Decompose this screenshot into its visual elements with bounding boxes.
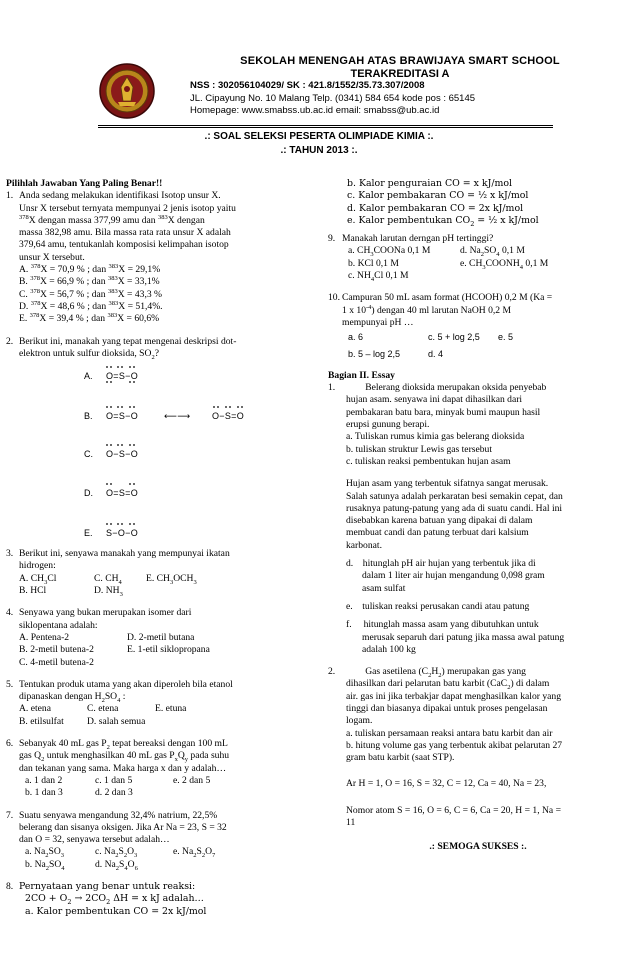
q-text: Unsr X tersebut ternyata mempunyai 2 jenis isotop yaitu xyxy=(19,202,236,214)
address-line: JL. Cipayung No. 10 Malang Telp. (0341) 584 654 kode pos : 65145 xyxy=(190,92,476,104)
q-text: rusaknya patung-patung yang ada di suatu candi. Hal ini xyxy=(346,502,563,514)
essay-question-2 xyxy=(328,666,628,829)
q-number: 10. xyxy=(328,292,340,304)
question-6 xyxy=(6,738,310,799)
option-b[interactable]: b. Kalor penguraian CO = x kJ/mol xyxy=(347,178,513,189)
option-c[interactable]: C. $CH_4$ xyxy=(94,572,122,586)
option-b[interactable]: B. etilsulfat xyxy=(19,715,64,727)
right-column xyxy=(328,178,628,854)
option-b[interactable]: b. KCl 0,1 M xyxy=(348,257,399,269)
q-text: dihasilkan dari pelarutan batu karbit (CaC$_2$) di dalam xyxy=(346,678,550,692)
q-text: massa 382,98 amu. Bila massa rata rata unsur X adalah xyxy=(19,227,231,239)
q-text: karbonat. xyxy=(346,539,382,551)
essay-question-1 xyxy=(328,382,628,656)
q-text: membuat candi dan patung terbuat dari kalsium xyxy=(346,527,529,539)
lewis-structure-d: O=S=O xyxy=(106,488,139,499)
q-number: 1. xyxy=(328,382,336,394)
lewis-structure-a: O=S−O xyxy=(106,371,139,382)
header-rule-thin xyxy=(98,127,553,128)
q-text: Anda sedang melakukan identifikasi Isotop unsur X. xyxy=(19,190,221,202)
electron-dots xyxy=(104,360,304,548)
option-d[interactable]: D. salah semua xyxy=(87,715,146,727)
question-1 xyxy=(6,190,310,325)
q-text: adalah 100 kg xyxy=(362,643,416,655)
q-number: 3. xyxy=(6,548,14,560)
question-3 xyxy=(6,548,310,597)
lewis-structure-b1: O=S−O xyxy=(106,411,139,422)
lewis-structure-e: S−O−O xyxy=(106,528,139,539)
question-10 xyxy=(328,292,628,359)
subquestion-f: f. hitunglah massa asam yang dibutuhkan untuk xyxy=(346,619,539,631)
question-2 xyxy=(6,336,310,361)
option-e[interactable]: e. $CH_3COONH_4$ 0,1 M xyxy=(460,257,549,271)
q-text: dan tekanan yang sama. Maka harga x dan y adalah… xyxy=(19,762,227,774)
question-4 xyxy=(6,607,310,668)
q-text: belerang dan sisanya oksigen. Jika Ar Na = 23, S = 32 xyxy=(19,821,227,833)
option-b[interactable]: b. 1 dan 3 xyxy=(25,787,63,799)
q-text: dan O = 32, senyawa tersebut adalah… xyxy=(19,834,170,846)
atomic-number-info: 11 xyxy=(346,817,356,829)
q-number: 2. xyxy=(328,666,336,678)
option-e[interactable]: E. $^{378}$X = 39,4 % ; dan $^{383}$X = 60,6% xyxy=(19,312,160,325)
option-c[interactable]: C. $^{378}$X = 56,7 % ; dan $^{383}$X = 43,3 % xyxy=(19,287,163,300)
q-text: elektron untuk sulfur dioksida, $SO_2$? xyxy=(19,347,159,361)
accreditation: TERAKREDITASI A xyxy=(350,67,450,80)
option-e[interactable]: e. Kalor pembentukan $CO_2$ = ½ x kJ/mol xyxy=(347,214,539,228)
option-a[interactable]: A. $^{378}$X = 70,9 % ; dan $^{383}$X = 29,1% xyxy=(19,262,161,276)
q-text: gas $Q_2$ untuk menghasilkan 40 mL gas $P_xQ_y$ pada suhu xyxy=(19,750,230,764)
lewis-structures: A. O=S−O B. O=S−O ⟵⟶ O−S=O C. O−S−O D. O=S=O E. S−O−O xyxy=(6,360,310,548)
question-8-continued xyxy=(328,178,628,227)
essay-heading: Bagian II. Essay xyxy=(328,369,395,381)
q-text: Belerang dioksida merupakan oksida penyebab xyxy=(346,382,547,394)
option-d[interactable]: d. Kalor pembakaran CO = 2x kJ/mol xyxy=(347,202,524,214)
option-a[interactable]: a. $CH_3COONa$ 0,1 M xyxy=(348,245,431,259)
option-c[interactable]: c. Kalor pembakaran CO = ½ x kJ/mol xyxy=(347,190,529,202)
option-a[interactable]: a. $Na_2SO_3$ xyxy=(25,846,65,860)
school-name: SEKOLAH MENENGAH ATAS BRAWIJAYA SMART SCHOOL xyxy=(240,55,560,67)
q-text: dalam 1 liter air hujan mengandung 0,098 gram xyxy=(362,570,545,582)
q-number: 5. xyxy=(6,678,14,690)
q-text: Berikut ini, senyawa manakah yang mempunyai ikatan xyxy=(19,548,230,560)
option-a[interactable]: a. 1 dan 2 xyxy=(25,774,63,786)
option-c[interactable]: c. 1 dan 5 xyxy=(95,774,133,786)
q-text: Senyawa yang bukan merupakan isomer dari xyxy=(19,607,192,619)
question-5 xyxy=(6,679,310,728)
q-number: 9. xyxy=(328,233,336,245)
atomic-number-info: Nomor atom S = 16, O = 6, C = 6, Ca = 20, H = 1, Na = xyxy=(346,804,562,816)
q-text: mempunyai pH … xyxy=(342,316,414,328)
q-text: pembakaran batu bara, minyak bumi maupun hasil xyxy=(346,406,541,418)
option-d[interactable]: d. $Na_2S_4O_6$ xyxy=(95,858,138,872)
q-text: 1 x $10^{-4}$) dengan 40 ml larutan NaOH 0,2 M xyxy=(342,303,512,316)
exam-title xyxy=(0,130,638,158)
option-b[interactable]: b. $Na_2SO_4$ xyxy=(25,858,65,872)
q-text: erupsi gunung berapi. xyxy=(346,419,430,431)
atomic-mass-info: Ar H = 1, O = 16, S = 32, C = 12, Ca = 40, Na = 23, xyxy=(346,778,547,790)
q-text: dipanaskan dengan $H_2SO_4$ : xyxy=(19,691,126,705)
q-text: a. Tuliskan rumus kimia gas belerang dioksida xyxy=(346,431,525,443)
option-e[interactable]: e. $Na_2S_2O_7$ xyxy=(173,846,216,860)
q-text: Sebanyak 40 mL gas $P_2$ tepat bereaksi dengan 100 mL xyxy=(19,738,228,751)
section-heading: Pilihlah Jawaban Yang Paling Benar!! xyxy=(6,178,163,189)
option-e[interactable]: E. 1-etil siklopropana xyxy=(127,644,210,656)
question-9 xyxy=(328,233,628,282)
q-text: hidrogen: xyxy=(19,560,56,572)
option-c[interactable]: C. etena xyxy=(87,703,119,715)
homepage-line: Homepage: www.smabss.ub.ac.id email: smabss@ub.ac.id xyxy=(190,105,440,116)
q-text: asam sulfat xyxy=(362,582,406,594)
option-d[interactable]: D. $^{378}$X = 48,6 % ; dan $^{383}$X = 51,4%. xyxy=(19,299,163,312)
q-text: Pernyataan yang benar untuk reaksi: xyxy=(19,880,196,892)
lewis-structure-b2: O−S=O xyxy=(212,411,245,422)
q-text: logam. xyxy=(346,715,373,727)
q-number: 2. xyxy=(6,335,14,347)
letterhead xyxy=(180,55,620,118)
q-text: air. gas ini jika terbakjar dapat menghasilkan kalor yang xyxy=(346,690,561,702)
footer-message: .: SEMOGA SUKSES :. xyxy=(429,841,527,853)
nss-line: NSS : 302056104029/ SK : 421.8/1552/35.73.307/2008 xyxy=(190,80,425,91)
school-crest-icon xyxy=(98,62,156,120)
option-c[interactable]: c. $Na_2S_2O_3$ xyxy=(95,846,138,860)
q-text: merusak separuh dari patung jika massa awal patung xyxy=(362,631,565,643)
subquestion-d: d. hitunglah pH air hujan yang terbentuk jika di xyxy=(346,558,536,570)
q-text: c. tuliskan reaksi pembentukan hujan asam xyxy=(346,455,511,467)
header-rule xyxy=(98,125,553,126)
q-text: Hujan asam yang terbentuk sifatnya sangat merusak. xyxy=(346,478,549,490)
option-d[interactable]: D. $NH_3$ xyxy=(94,585,123,598)
q-text: 379,64 amu, tentukanlah komposisi kelimpahan isotop xyxy=(19,239,229,251)
option-b[interactable]: b. 5 – log 2,5 xyxy=(348,348,401,359)
option-e[interactable]: e. 2 dan 5 xyxy=(173,774,211,786)
option-d[interactable]: D. 2-metil butana xyxy=(127,631,195,643)
option-b[interactable]: B. $^{378}$X = 66,9 % ; dan $^{383}$X = 33,1% xyxy=(19,275,160,288)
q-text: b. tuliskan struktur Lewis gas tersebut xyxy=(346,443,493,455)
option-a[interactable]: A. Pentena-2 xyxy=(19,631,70,643)
resonance-arrow-icon: ⟵⟶ xyxy=(164,411,191,422)
q-text: disebabkan karena batuan yang dipakai di dalam xyxy=(346,515,533,527)
option-c[interactable]: C. 4-metil butena-2 xyxy=(19,656,94,668)
option-e[interactable]: E. $CH_3OCH_3$ xyxy=(146,572,197,586)
question-7 xyxy=(6,810,310,871)
option-c[interactable]: c. $NH_4Cl$ 0,1 M xyxy=(348,270,409,283)
q-text: Campuran 50 mL asam format (HCOOH) 0,2 M (Ka = xyxy=(342,292,553,304)
q-text: Suatu senyawa mengandung 32,4% natrium, 22,5% xyxy=(19,809,218,821)
q-text: Tentukan produk utama yang akan diperoleh bila etanol xyxy=(19,678,233,690)
option-e[interactable]: e. 5 xyxy=(498,332,514,343)
q-text: a. tuliskan persamaan reaksi antara batu karbit dan air xyxy=(346,727,553,739)
subquestion-e: e. tuliskan reaksi perusakan candi atau patung xyxy=(346,600,530,612)
lewis-structure-c: O−S−O xyxy=(106,449,139,460)
q-number: 8. xyxy=(6,880,14,892)
option-d[interactable]: d. 4 xyxy=(428,348,444,359)
q-text: $^{378}$X dengan massa 377,99 amu dan $^{383}$X dengan xyxy=(19,213,205,226)
title-line-2: .: TAHUN 2013 :. xyxy=(280,145,358,156)
q-text: unsur X tersebut. xyxy=(19,251,85,263)
q-number: 4. xyxy=(6,607,14,619)
q-number: 1. xyxy=(6,190,14,202)
option-b[interactable]: B. 2-metil butena-2 xyxy=(19,644,94,656)
q-text: b. hitung volume gas yang terbentuk akibat pelarutan 27 xyxy=(346,739,563,751)
option-a[interactable]: A. etena xyxy=(19,703,51,715)
option-d[interactable]: d. 2 dan 3 xyxy=(95,787,133,799)
option-b[interactable]: B. HCl xyxy=(19,585,47,597)
option-e[interactable]: E. etuna xyxy=(155,703,187,715)
q-text: tinggi dan biasanya dipakai untuk proses pengelasan xyxy=(346,702,548,714)
question-8 xyxy=(6,881,310,918)
left-column xyxy=(6,178,310,918)
q-text: Gas asetilena $(C_2H_2)$ merupakan gas yang xyxy=(346,666,526,679)
option-a[interactable]: a. Kalor pembentukan CO = 2x kJ/mol xyxy=(25,905,207,917)
q-text: hujan asam. senyawa ini dapat dihasilkan dari xyxy=(346,394,523,406)
q-text: Berikut ini, manakah yang tepat mengenai deskripsi dot- xyxy=(19,335,237,347)
q-number: 6. xyxy=(6,738,14,750)
q-text: Salah satunya adalah perkaratan besi semakin cepat, dan xyxy=(346,490,563,502)
reaction-equation: $2CO + O_2 \to 2CO_2$ ΔH = x kJ adalah… xyxy=(25,893,204,907)
option-a[interactable]: a. 6 xyxy=(348,332,364,343)
option-d[interactable]: d. $Na_2SO_4$ 0,1 M xyxy=(460,245,525,259)
q-number: 7. xyxy=(6,809,14,821)
title-line-1: .: SOAL SELEKSI PESERTA OLIMPIADE KIMIA :. xyxy=(204,131,434,142)
option-a[interactable]: A. $CH_3Cl$ xyxy=(19,572,57,586)
q-text: Manakah larutan derngan pH tertinggi? xyxy=(342,233,494,245)
q-text: siklopentana adalah: xyxy=(19,619,98,631)
q-text: gram batu karbit (saat STP). xyxy=(346,752,455,764)
option-c[interactable]: c. 5 + log 2,5 xyxy=(428,332,480,343)
